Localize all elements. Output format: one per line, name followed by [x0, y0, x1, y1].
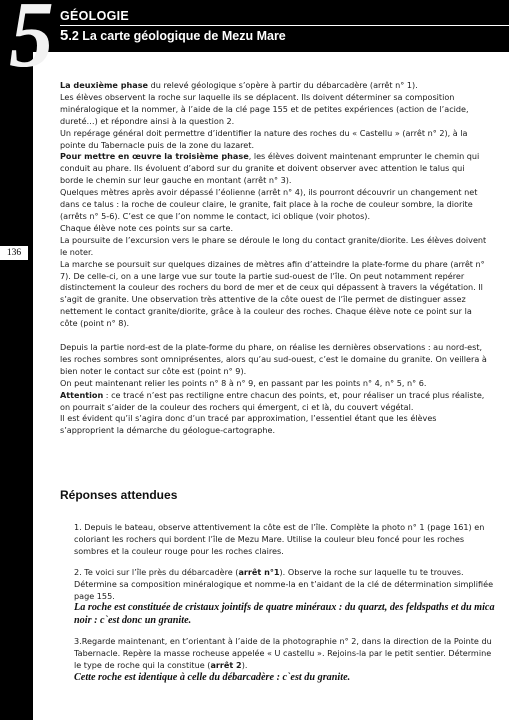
paragraph: Il est évident qu’il s’agira donc d’un tracé par approximation, l’essentiel étant que les élèves s’approprient la démarche du géologue-cartographe. [60, 413, 437, 436]
answer-item [74, 636, 496, 672]
chapter-number: 5 [9, 0, 54, 87]
spacer [74, 627, 496, 636]
subsection-number: 5 [60, 27, 69, 44]
page-number: 136 [0, 246, 28, 260]
bold-phrase: arrêt n°1 [238, 566, 280, 577]
body-text [60, 80, 490, 437]
paragraph: Un repérage général doit permettre d’identifier la nature des roches du « Castellu » (arrêt n° 2), à la pointe du Tabernacle puis de la zone du lazaret. [60, 127, 468, 150]
paragraph [60, 390, 490, 414]
answer-text: 3.Regarde maintenant, en t’orientant à l’aide de la photographie n° 2, dans la direction de la Pointe du Tabernacle. Repère la masse rocheuse appelée « U castellu ». Rejoins-la par le petit sentier. Détermine le type de roche qui la constitue ( [74, 636, 492, 671]
paragraph: La marche se poursuit sur quelques dizaines de mètres afin d’atteindre la plate-forme du phare (arrêt n° 7). De celle-ci, on a une large vue sur toute la partie sud-ouest de l’île. On peut notamment repérer distinctement la couleur des rochers du bord de mer et de ceux qui dépassent à travers la végétation. Il s’agit de granite. Une observation très attentive de la côte ouest de l’île permet de distinguer assez nettement le contact granite/diorite, grâce à la couleur des roches. Chaque élève note ce point sur la côte (point n° 8). [60, 258, 485, 329]
section-title: GÉOLOGIE [60, 9, 130, 23]
paragraph: Les élèves observent la roche sur laquelle ils se déplacent. Ils doivent déterminer sa composition minéralogique et la nommer, à l’aide de la clé page 155 et de petites expériences (action de l’acide, dureté…) et répondre ainsi à la question 2. [60, 91, 469, 126]
paragraph: Chaque élève note ces points sur sa carte. [60, 222, 234, 233]
answer-text: ). [241, 660, 248, 671]
bold-phrase: Attention [60, 389, 104, 400]
answers-heading: Réponses attendues [60, 488, 178, 502]
paragraph: Quelques mètres après avoir dépassé l’éolienne (arrêt n° 4), ils pourront découvrir un changement net dans ce talus : la roche de couleur claire, le granite, fait place à la roche de couleur sombre, la diorite (arrêts n° 5-6). C’est ce que l’on nomme le contact, ici oblique (voir photos). [60, 187, 478, 221]
answer-text: ). Observe la roche sur laquelle tu te trouves. Détermine sa composition minéralogique et nomme-la en t’aidant de la clé de détermination simplifiée page 155. [74, 566, 494, 601]
answer-text: 2. Te voici sur l’île près du débarcadère ( [74, 566, 239, 577]
left-margin-band [0, 52, 33, 720]
paragraph: Depuis la partie nord-est de la plate-forme du phare, on réalise les dernières observations : au nord-est, les roches sombres sont omniprésentes, alors qu’au sud-ouest, c’est le domaine du granite. On veillera à bien noter le contact sur côte est (point n° 9). [60, 342, 487, 376]
answer-item [74, 567, 496, 603]
paragraph: La poursuite de l’excursion vers le phare se déroule le long du contact granite/diorite. Les élèves doivent le noter. [60, 234, 487, 257]
header-rule [60, 25, 509, 26]
handwritten-answer: La roche est constituée de cristaux jointifs de quatre minéraux : du quarzt, des feldspaths et du mica noir : c`est donc un granite. [74, 602, 495, 626]
answers-list [74, 522, 496, 685]
paragraph-text: , les élèves doivent maintenant emprunter le chemin qui conduit au phare. Ils évoluent d’abord sur du granite et doivent observer avec attention le talus qui borde le chemin sur leur gauche en montant (arrêt n° 3). [60, 151, 480, 186]
paragraph: On peut maintenant relier les points n° 8 à n° 9, en passant par les points n° 4, n° 5, n° 6. [60, 377, 427, 388]
bold-phrase: La deuxième phase [60, 80, 149, 90]
subsection-title [60, 27, 286, 44]
handwritten-answer: Cette roche est identique à celle du débarcadère : c`est du granite. [74, 672, 351, 684]
header-band [0, 0, 509, 52]
paragraph-text: : ce tracé n’est pas rectiligne entre chacun des points, et, pour réaliser un tracé plus réaliste, on pourrait s’aider de la couleur des rochers qui émergent, ci et là, du couvert végétal. [60, 389, 485, 412]
subsection-title-text: .2 La carte géologique de Mezu Mare [68, 29, 286, 43]
bold-phrase: arrêt 2 [210, 660, 242, 671]
paragraph [60, 80, 490, 92]
spacer [74, 558, 496, 567]
answer-item: 1. Depuis le bateau, observe attentivement la côte est de l’île. Complète la photo n° 1 (page 161) en coloriant les rochers qui bordent l’île de Mezu Mare. Utilise la couleur bleu foncé pour les roches sombres et la couleur rouge pour les roches claires. [74, 522, 485, 556]
paragraph [60, 151, 490, 187]
bold-phrase: Pour mettre en œuvre la troisième phase [60, 151, 249, 162]
paragraph-text: du relevé géologique s’opère à partir du débarcadère (arrêt n° 1). [148, 80, 418, 90]
spacer [60, 330, 490, 342]
